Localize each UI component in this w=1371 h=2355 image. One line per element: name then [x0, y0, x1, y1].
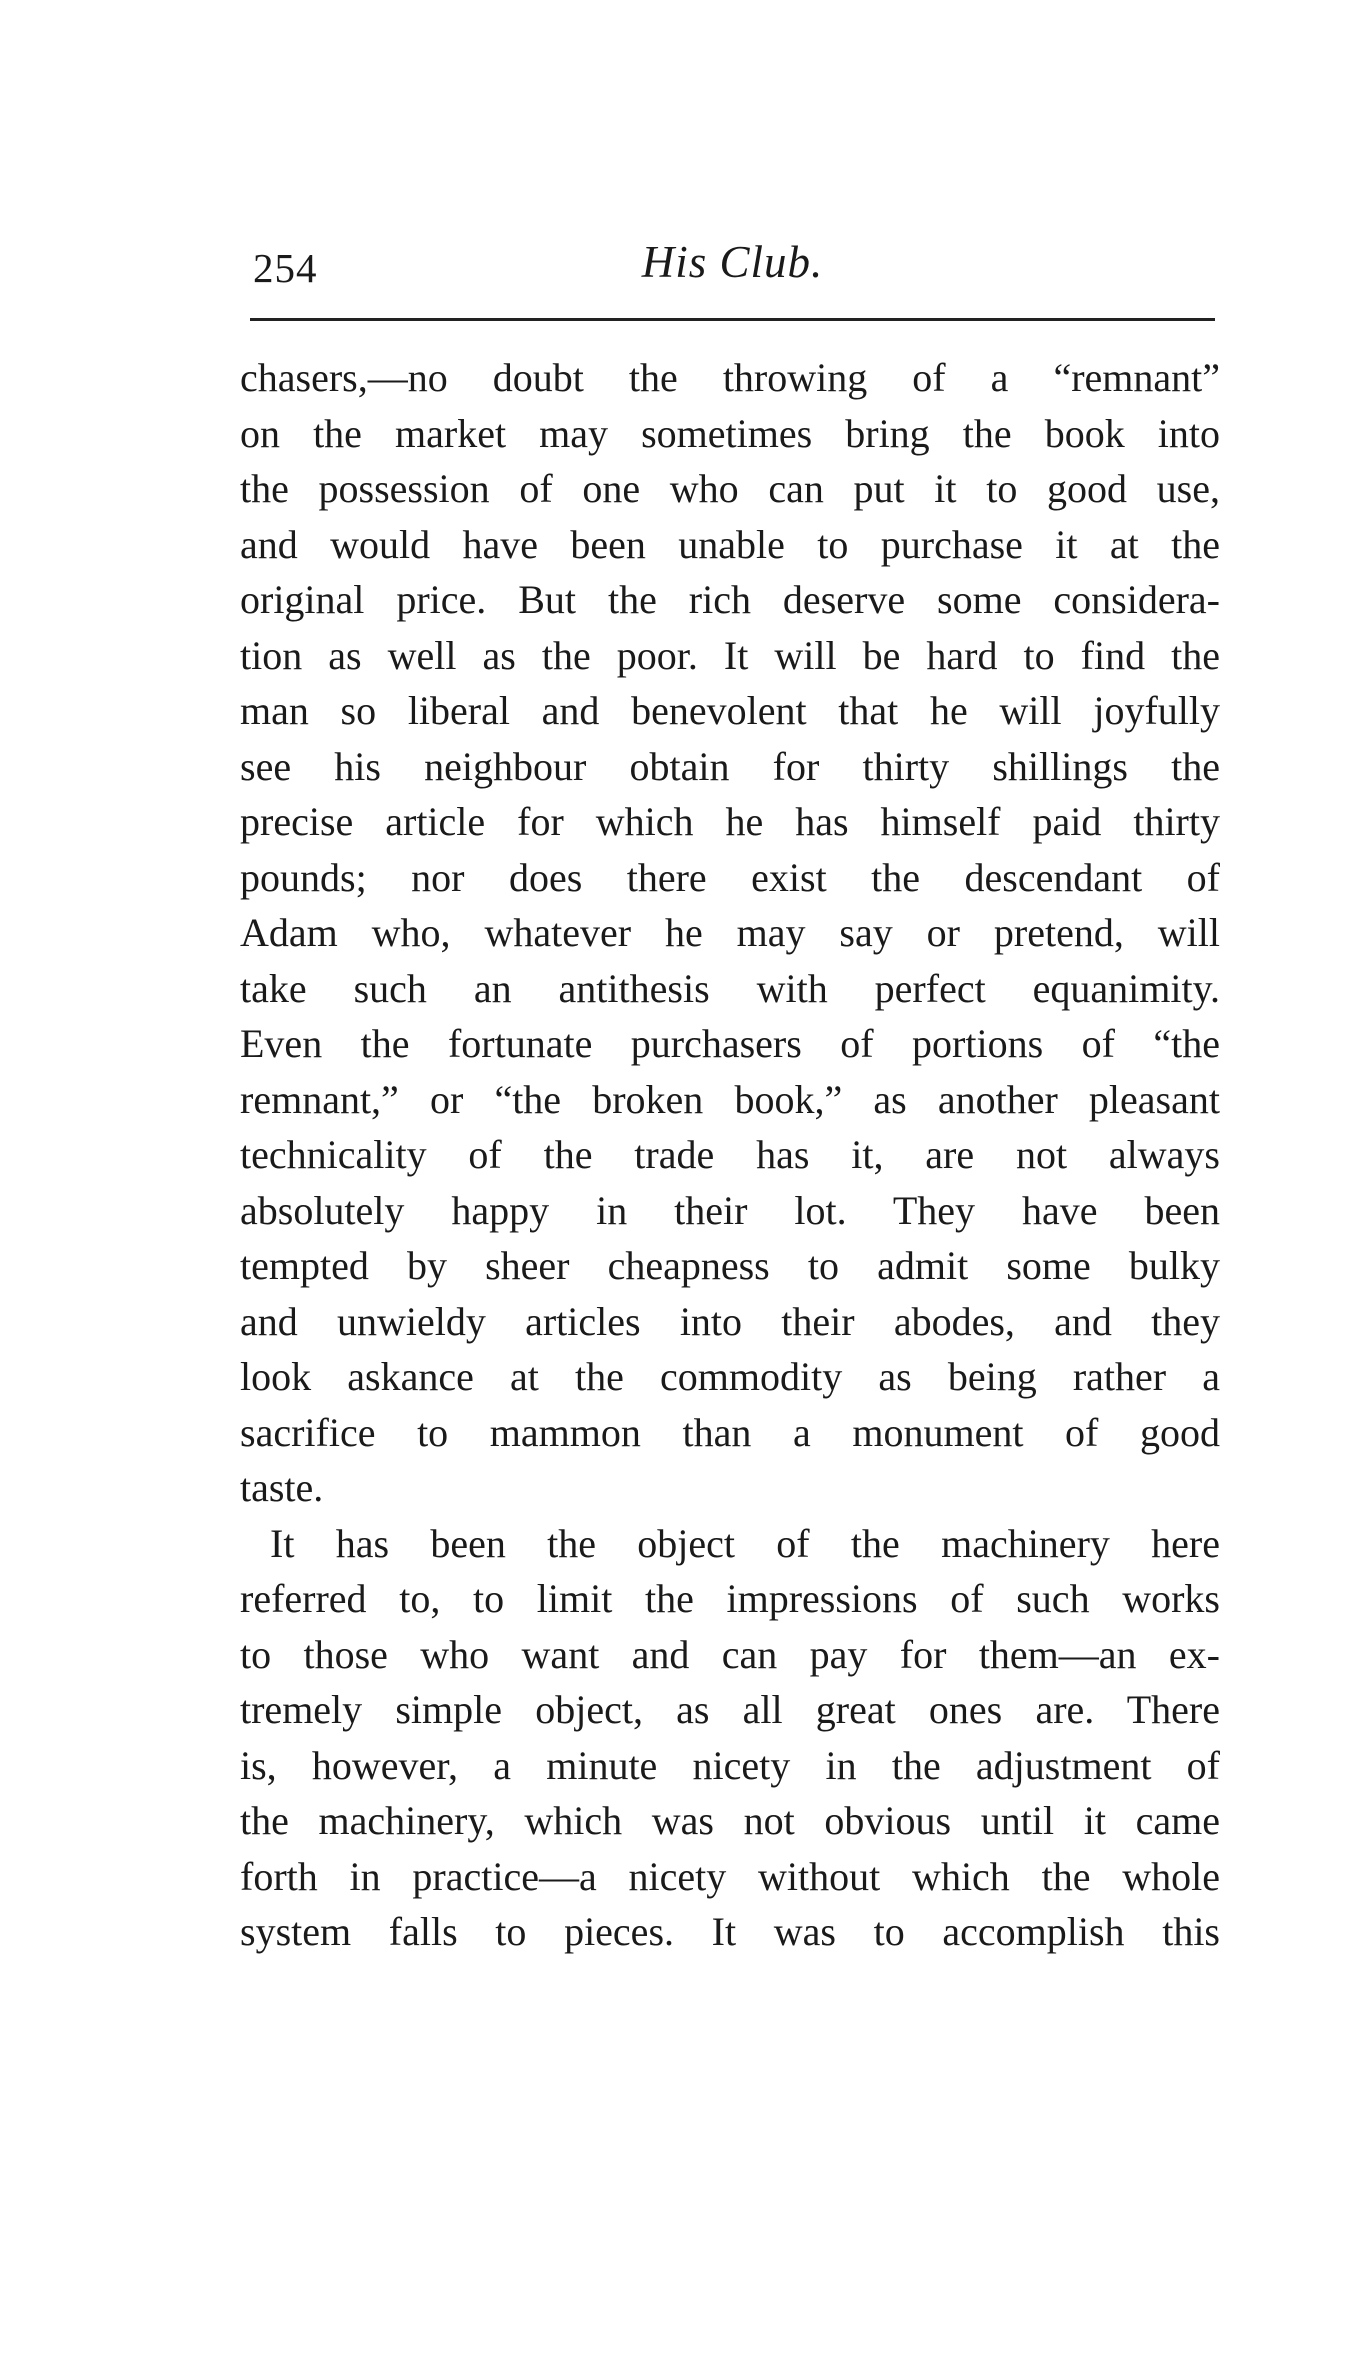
text-line: to those who want and can pay for them—an ex-	[240, 1631, 1220, 1677]
text-line: look askance at the commodity as being rather a	[240, 1354, 1220, 1399]
running-head	[250, 232, 1215, 302]
text-line: pounds; nor does there exist the descendant of	[240, 854, 1220, 900]
text-line: tion as well as the poor. It will be hard to find the	[240, 632, 1220, 678]
text-line: tempted by sheer cheapness to admit some bulky	[240, 1243, 1220, 1288]
text-line: and would have been unable to purchase it at the	[240, 521, 1220, 567]
text-line: on the market may sometimes bring the book into	[240, 410, 1220, 456]
text-line: referred to, to limit the impressions of such works	[240, 1576, 1220, 1621]
text-line: system falls to pieces. It was to accomplish this	[240, 1909, 1220, 1954]
text-line: the possession of one who can put it to good use,	[240, 466, 1220, 511]
text-line: man so liberal and benevolent that he will joyfully	[240, 688, 1220, 733]
text-line: original price. But the rich deserve some considera-	[240, 577, 1220, 622]
text-line: and unwieldy articles into their abodes, and they	[240, 1298, 1220, 1344]
text-line: precise article for which he has himself paid thirty	[240, 799, 1220, 844]
text-line: remnant,” or “the broken book,” as another pleasant	[240, 1076, 1220, 1122]
header-rule	[250, 318, 1215, 321]
text-line: take such an antithesis with perfect equanimity.	[240, 965, 1220, 1011]
text-line: forth in practice—a nicety without which the whole	[240, 1853, 1220, 1899]
paragraph-start-line: It has been the object of the machinery here	[270, 1520, 1220, 1566]
text-line: absolutely happy in their lot. They have been	[240, 1187, 1220, 1233]
text-line: the machinery, which was not obvious until it came	[240, 1798, 1220, 1843]
text-line: is, however, a minute nicety in the adjustment of	[240, 1742, 1220, 1788]
running-title: His Club.	[641, 237, 824, 287]
text-line: Even the fortunate purchasers of portions of “the	[240, 1021, 1220, 1066]
text-line: sacrifice to mammon than a monument of good	[240, 1409, 1220, 1455]
paragraph-end-line: taste.	[240, 1465, 324, 1510]
text-line: Adam who, whatever he may say or pretend, will	[240, 910, 1220, 955]
text-line: tremely simple object, as all great ones are. There	[240, 1687, 1220, 1732]
page-number: 254	[253, 245, 318, 291]
text-line: chasers,—no doubt the throwing of a “remnant”	[240, 355, 1220, 400]
text-line: see his neighbour obtain for thirty shillings the	[240, 743, 1220, 789]
body-text	[240, 350, 1220, 1960]
text-line: technicality of the trade has it, are not always	[240, 1132, 1220, 1177]
